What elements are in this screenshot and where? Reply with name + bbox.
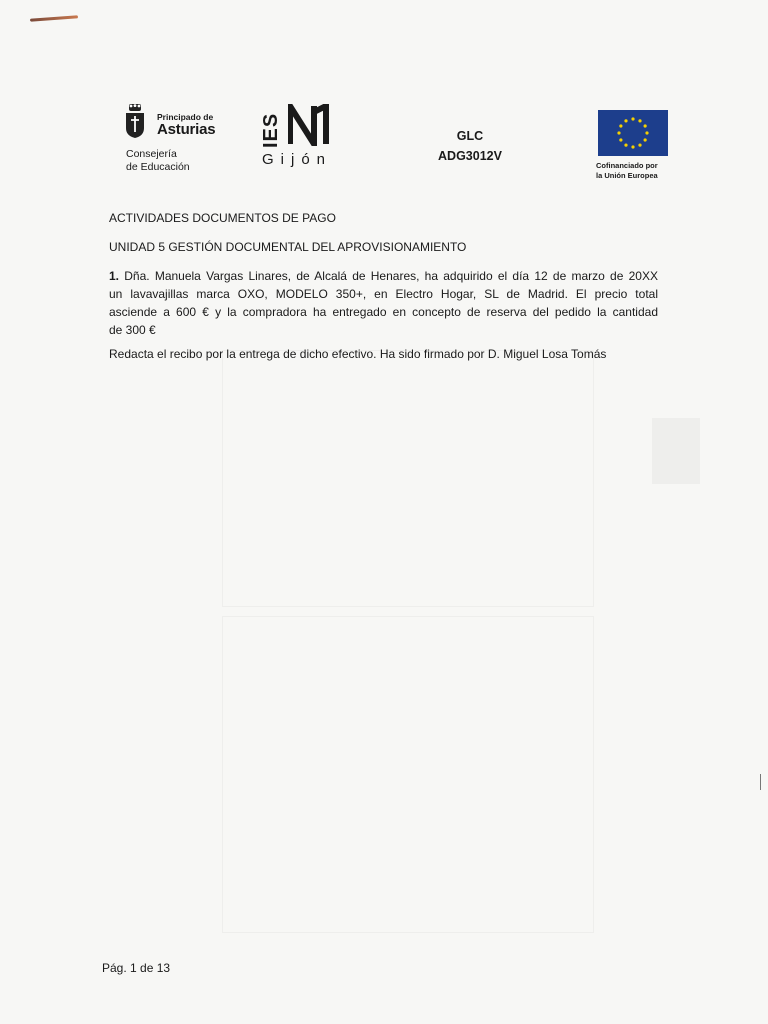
exercise-line: de 300 € xyxy=(109,323,156,337)
heading-activities: ACTIVIDADES DOCUMENTOS DE PAGO xyxy=(109,211,336,225)
exercise-number: 1. xyxy=(109,269,120,283)
heading-unit: UNIDAD 5 GESTIÓN DOCUMENTAL DEL APROVISIONAMIENTO xyxy=(109,240,467,254)
logo-text-principado: Principado de xyxy=(157,112,214,122)
eu-star xyxy=(619,138,622,141)
eu-star xyxy=(638,144,641,147)
exercise-line-text: Dña. Manuela Vargas Linares, de Alcalá de Henares, ha adquirido el día 12 de marzo de 20XX xyxy=(124,269,658,283)
eu-star xyxy=(619,124,622,127)
eu-star xyxy=(617,131,620,134)
scan-ghost xyxy=(222,616,594,933)
eu-star xyxy=(631,117,634,120)
code-adg: ADG3012V xyxy=(438,149,502,163)
crest-icon xyxy=(124,104,146,138)
ies-letters: IES xyxy=(260,112,282,148)
task-instruction: Redacta el recibo por la entrega de dicho efectivo. Ha sido firmado por D. Miguel Losa Tomás xyxy=(109,347,607,361)
ies-city: Gijón xyxy=(262,151,333,168)
educacion-line: de Educación xyxy=(126,161,190,173)
eu-star xyxy=(631,145,634,148)
ies-gijon-logo xyxy=(260,100,340,172)
exercise-line: asciende a 600 € y la compradora ha entregado en concepto de reserva del pedido la cantidad xyxy=(109,305,658,319)
eu-star xyxy=(638,119,641,122)
ies-n1-icon xyxy=(288,104,334,146)
logo-text-consejeria xyxy=(126,148,190,174)
code-glc: GLC xyxy=(456,129,484,143)
eu-star xyxy=(624,119,627,122)
scan-ghost xyxy=(652,418,700,484)
eu-star xyxy=(645,131,648,134)
logo-text-asturias: Asturias xyxy=(157,121,216,138)
page-number: Pág. 1 de 13 xyxy=(102,961,171,975)
eu-line2: la Unión Europea xyxy=(596,171,658,180)
eu-star xyxy=(644,124,647,127)
consejeria-line: Consejería xyxy=(126,148,177,160)
eu-cofinanced-text xyxy=(596,161,658,181)
eu-line1: Cofinanciado por xyxy=(596,161,658,170)
exercise-line xyxy=(109,267,658,285)
exercise-paragraph xyxy=(109,267,658,339)
scan-ghost xyxy=(222,350,594,607)
eu-flag-icon xyxy=(598,110,668,156)
exercise-line: un lavavajillas marca OXO, MODELO 350+, en Electro Hogar, SL de Madrid. El precio total xyxy=(109,287,658,301)
scan-mark xyxy=(760,774,761,790)
eu-star xyxy=(624,144,627,147)
eu-star xyxy=(644,138,647,141)
scan-mark xyxy=(30,15,78,21)
course-codes xyxy=(420,126,520,166)
